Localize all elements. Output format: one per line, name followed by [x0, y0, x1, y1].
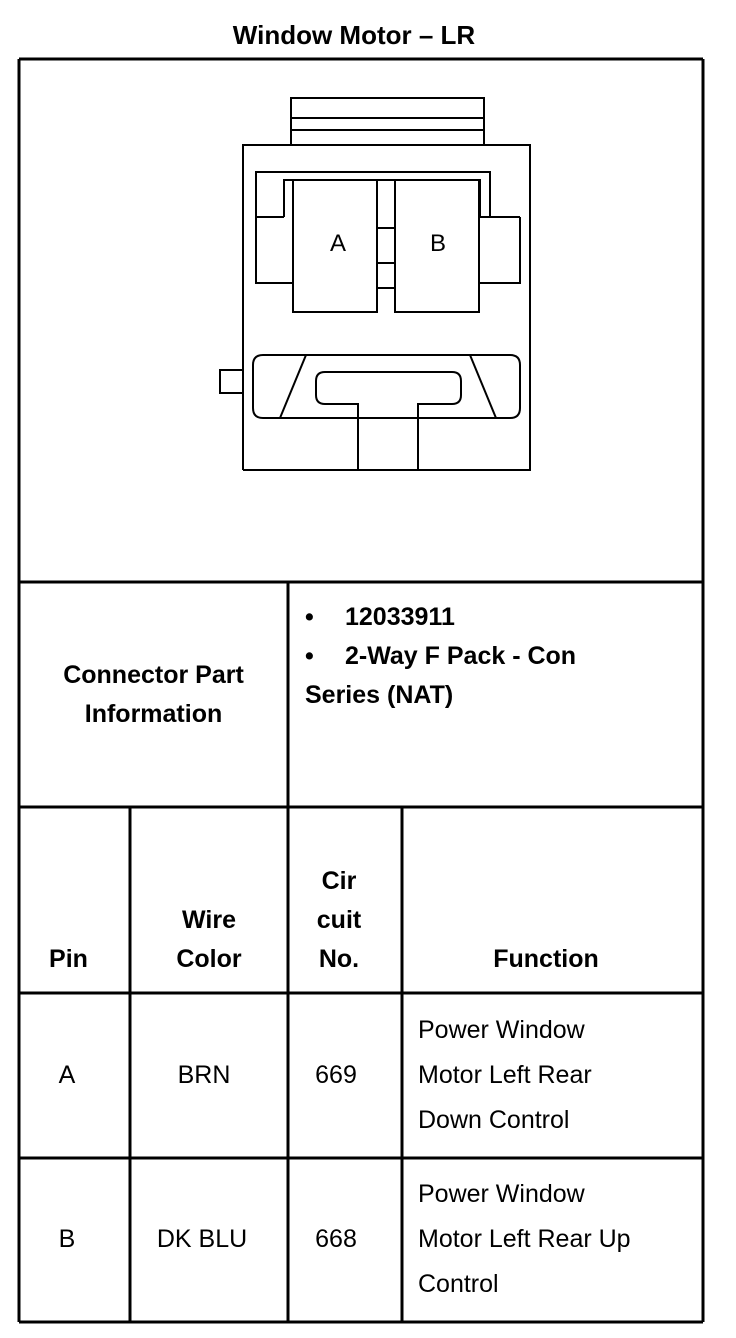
- header-circuit-line1: Cir: [321, 867, 357, 895]
- row-b-function-line: Power Window: [418, 1180, 585, 1208]
- row-b-function: [418, 1172, 702, 1307]
- row-a-function-line: Motor Left Rear: [418, 1061, 592, 1089]
- connector-description-continued: Series (NAT): [305, 681, 454, 709]
- row-a-function-line: Power Window: [418, 1016, 585, 1044]
- connector-info-item: [305, 598, 700, 637]
- part-number: 12033911: [345, 603, 455, 631]
- row-b-pin: B: [58, 1225, 76, 1253]
- cavity-b-label: B: [429, 230, 446, 257]
- header-pin: Pin: [49, 945, 88, 973]
- header-circuit-no: [290, 862, 388, 979]
- connector-body: [243, 145, 530, 470]
- connector-info-label-line1: Connector Part: [63, 661, 244, 689]
- header-wire-color: [132, 901, 286, 979]
- header-circuit-line2: cuit: [316, 906, 362, 934]
- row-a-function: [418, 1008, 702, 1143]
- row-b-wire-color: DK BLU: [156, 1225, 248, 1253]
- header-wire-color-line1: Wire: [182, 906, 236, 934]
- connector-info-label-line2: Information: [84, 700, 223, 728]
- header-function: Function: [493, 945, 599, 973]
- header-wire-color-line2: Color: [176, 945, 242, 973]
- page-title: Window Motor – LR: [232, 20, 476, 50]
- connector-description: 2-Way F Pack - Con: [345, 642, 577, 670]
- connector-latch: [291, 98, 484, 145]
- connector-info-label: [21, 656, 286, 734]
- row-b-function-line: Control: [418, 1270, 499, 1298]
- row-a-pin: A: [58, 1061, 76, 1089]
- cavity-a-label: A: [329, 230, 346, 257]
- bullet-icon: •: [305, 603, 314, 631]
- connector-face-drawing: [220, 98, 530, 470]
- connector-info-item: [305, 637, 700, 676]
- connector-key-tab: [220, 370, 243, 393]
- row-a-wire-color: BRN: [177, 1061, 231, 1089]
- row-b-circuit: 668: [315, 1225, 357, 1253]
- row-a-function-line: Down Control: [418, 1106, 570, 1134]
- bullet-icon: •: [305, 642, 314, 670]
- row-a-circuit: 669: [315, 1061, 357, 1089]
- connector-info-list: [305, 598, 700, 715]
- row-b-function-line: Motor Left Rear Up: [418, 1225, 631, 1253]
- header-circuit-line3: No.: [318, 945, 360, 973]
